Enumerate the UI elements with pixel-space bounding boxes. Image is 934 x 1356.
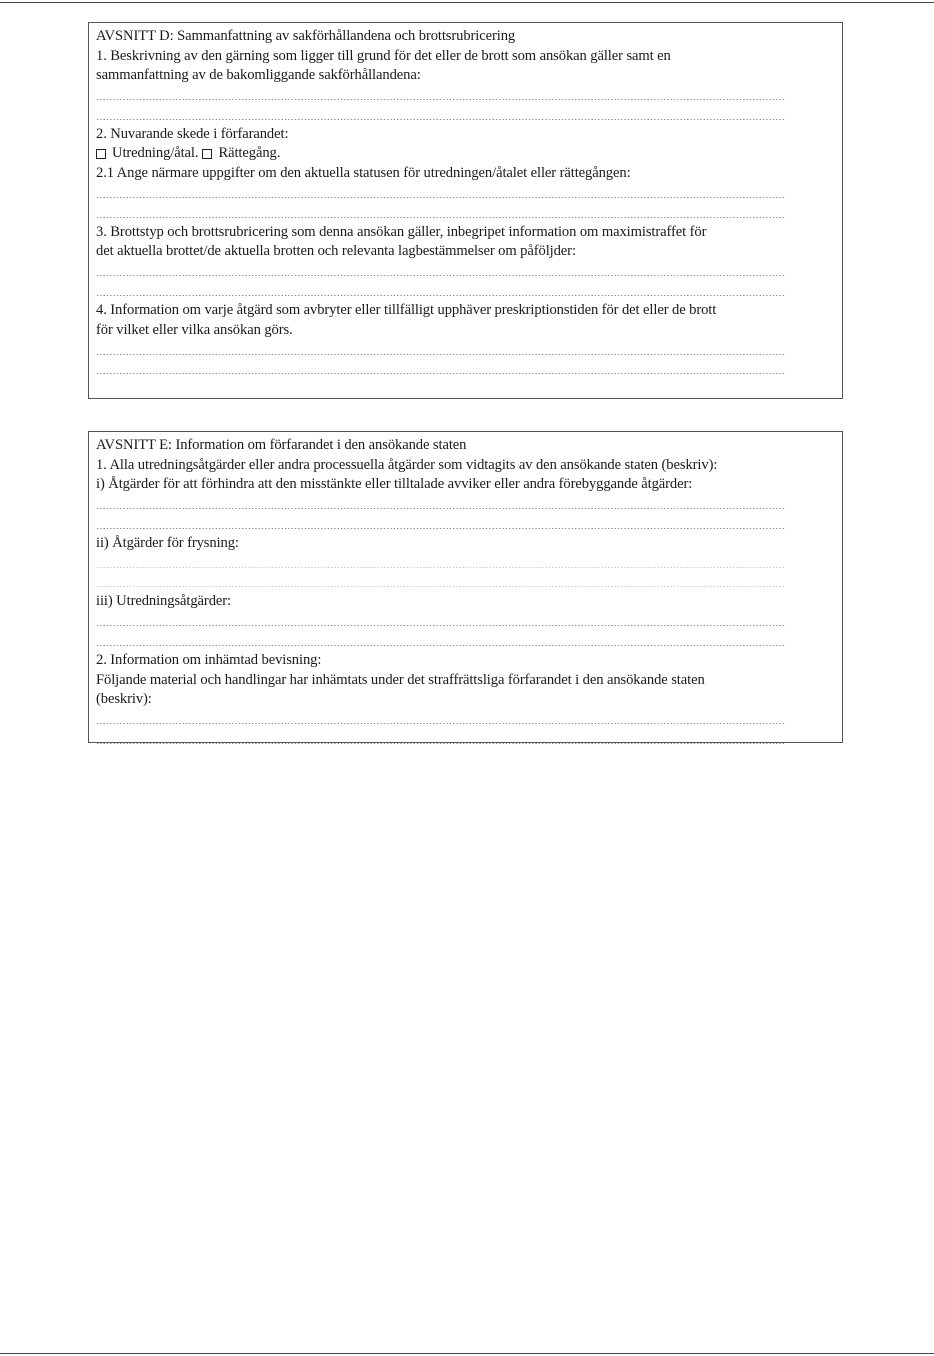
answer-line-e2b[interactable] [96, 729, 786, 749]
question-e1-i: i) Åtgärder för att förhindra att den misstänkte eller tilltalade avviker eller andra förebyggande åtgärder: [96, 476, 693, 493]
question-d1-line2: sammanfattning av de bakomliggande sakförhållandena: [96, 67, 421, 84]
answer-line-e1ii-b[interactable] [96, 573, 786, 593]
question-e1-ii: ii) Åtgärder för frysning: [96, 534, 239, 551]
question-d4-line2: för vilket eller vilka ansökan görs. [96, 321, 293, 338]
answer-line-e2a[interactable] [96, 710, 786, 730]
checkbox-rattegang-label: Rättegång. [218, 145, 281, 162]
answer-line-e1iii-b[interactable] [96, 631, 786, 651]
question-e1: 1. Alla utredningsåtgärder eller andra processuella åtgärder som vidtagits av den ansökande staten (beskriv): [96, 456, 718, 473]
section-d-title: AVSNITT D: Sammanfattning av sakförhållandena och brottsrubricering [96, 28, 516, 44]
checkbox-utredning-atal[interactable] [96, 144, 198, 164]
section-e-box [88, 431, 843, 743]
question-d3-line2: det aktuella brottet/de aktuella brotten och relevanta lagbestämmelser om påföljder: [96, 243, 576, 260]
answer-line-d1a[interactable] [96, 86, 786, 106]
section-e-title: AVSNITT E: Information om förfarandet i den ansökande staten [96, 437, 467, 453]
answer-line-d1b[interactable] [96, 105, 786, 125]
answer-line-d4a[interactable] [96, 340, 786, 360]
question-e1-iii: iii) Utredningsåtgärder: [96, 593, 231, 610]
checkbox-utredning-label: Utredning/åtal. [112, 145, 199, 162]
question-d2: 2. Nuvarande skede i förfarandet: [96, 125, 289, 142]
answer-line-d4b[interactable] [96, 360, 786, 380]
section-d-box [88, 22, 843, 399]
question-e2-line1: Följande material och handlingar har inhämtats under det straffrättsliga förfarandet i den ansökande staten [96, 671, 705, 688]
question-d4-line1: 4. Information om varje åtgärd som avbryter eller tillfälligt upphäver preskriptionstiden för det eller de brott [96, 301, 717, 318]
checkbox-rattegang[interactable] [202, 144, 280, 164]
answer-line-e1i-a[interactable] [96, 495, 786, 515]
answer-line-e1i-b[interactable] [96, 514, 786, 534]
top-rule [0, 2, 934, 3]
question-e2-line2: (beskriv): [96, 691, 152, 708]
checkbox-square-icon[interactable] [202, 149, 212, 159]
question-e2: 2. Information om inhämtad bevisning: [96, 651, 322, 668]
bottom-rule [0, 1353, 934, 1354]
answer-line-d21a[interactable] [96, 184, 786, 204]
answer-line-e1iii-a[interactable] [96, 612, 786, 632]
checkbox-square-icon[interactable] [96, 149, 106, 159]
answer-line-d21b[interactable] [96, 203, 786, 223]
answer-line-d3b[interactable] [96, 281, 786, 301]
answer-line-e1ii-a[interactable] [96, 553, 786, 573]
answer-line-d3a[interactable] [96, 262, 786, 282]
question-d2-1: 2.1 Ange närmare uppgifter om den aktuella statusen för utredningen/åtalet eller rättegången: [96, 165, 631, 182]
question-d3-line1: 3. Brottstyp och brottsrubricering som denna ansökan gäller, inbegripet information om maximistraffet för [96, 223, 707, 240]
question-d1-line1: 1. Beskrivning av den gärning som ligger till grund för det eller de brott som ansökan gäller samt en [96, 47, 671, 64]
